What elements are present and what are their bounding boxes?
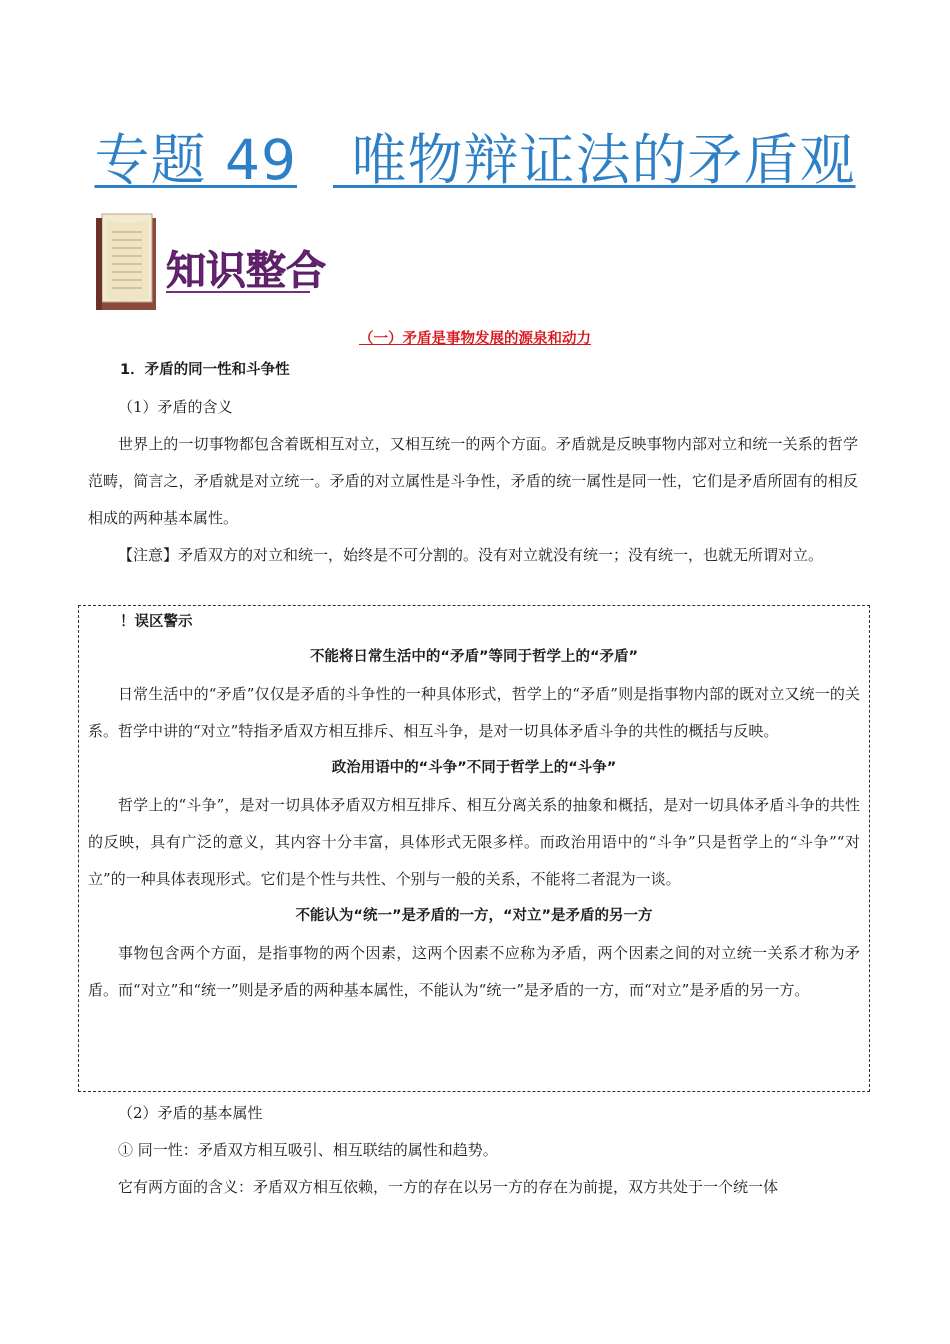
warning-heading-2: 政治用语中的“斗争”不同于哲学上的“斗争” (331, 760, 617, 776)
warning-box (78, 605, 870, 1092)
title-prefix: 专题 (94, 128, 207, 192)
warning-text-1: 日常生活中的“矛盾”仅仅是矛盾的斗争性的一种具体形式，哲学上的“矛盾”则是指事物内部的既对立又统一的关系。哲学中讲的“对立”特指矛盾双方相互排斥、相互斗争，是对一切具体矛盾斗争的共性的概括与反映。 (88, 685, 860, 740)
identity-meaning: 它有两方面的含义：矛盾双方相互依赖，一方的存在以另一方的存在为前提，双方共处于一个统一体 (118, 1178, 779, 1196)
subheading-attributes: （2）矛盾的基本属性 (118, 1104, 263, 1122)
warning-text-2: 哲学上的“斗争”，是对一切具体矛盾双方相互排斥、相互分离关系的抽象和概括，是对一切具体矛盾斗争的共性的反映，具有广泛的意义，其内容十分丰富，具体形式无限多样。而政治用语中的“斗争”只是哲学上的“斗争”“对立”的一种具体表现形式。它们是个性与共性、个别与一般的关系，不能将二者混为一谈。 (88, 796, 860, 888)
banner-label: 知识整合 (166, 248, 326, 294)
title-number: 49 (225, 128, 297, 192)
intro-block (88, 352, 858, 574)
note-paragraph: 【注意】矛盾双方的对立和统一，始终是不可分割的。没有对立就没有统一；没有统一，也就无所谓对立。 (118, 546, 824, 564)
paragraph-meaning: 世界上的一切事物都包含着既相互对立，又相互统一的两个方面。矛盾就是反映事物内部对立和统一关系的哲学范畴，简言之，矛盾就是对立统一。矛盾的对立属性是斗争性，矛盾的统一属性是同一性，它们是矛盾所固有的相反相成的两种基本属性。 (88, 435, 858, 527)
warning-heading-1: 不能将日常生活中的“矛盾”等同于哲学上的“矛盾” (309, 649, 639, 665)
warning-heading-3: 不能认为“统一”是矛盾的一方，“对立”是矛盾的另一方 (295, 908, 653, 924)
page-title (0, 128, 950, 192)
identity-item: ① 同一性：矛盾双方相互吸引、相互联结的属性和趋势。 (118, 1141, 498, 1159)
warning-text-3: 事物包含两个方面，是指事物的两个因素，这两个因素不应称为矛盾，两个因素之间的对立统一关系才称为矛盾。而“对立”和“统一”则是矛盾的两种基本属性，不能认为“统一”是矛盾的一方，而“对立”是矛盾的另一方。 (88, 944, 860, 999)
heading-unity-struggle: 1．矛盾的同一性和斗争性 (120, 362, 290, 378)
after-block (88, 1095, 858, 1206)
book-icon (96, 214, 156, 310)
section-heading: （一）矛盾是事物发展的源泉和动力 (359, 331, 591, 347)
subheading-meaning: （1）矛盾的含义 (118, 398, 233, 416)
knowledge-banner (96, 212, 336, 312)
warning-label: ！误区警示 (120, 614, 193, 630)
title-topic: 唯物辩证法的矛盾观 (351, 128, 856, 192)
